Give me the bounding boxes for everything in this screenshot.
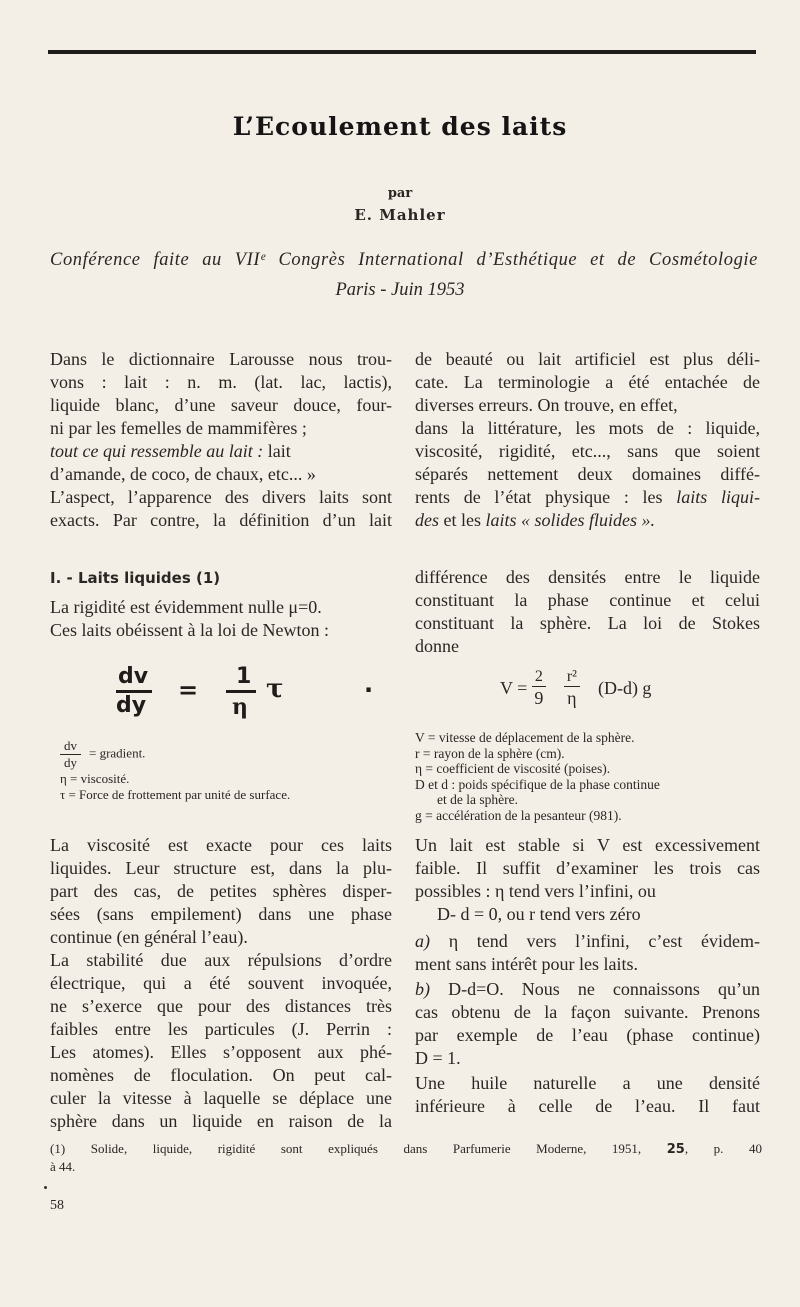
case-label: a)	[415, 931, 430, 951]
section-title: I. - Laits liquides	[50, 569, 191, 587]
text-line: liquides. Leur structure est, dans la plu-	[50, 858, 392, 878]
footnote	[50, 1140, 762, 1175]
footnote-volume: 25	[666, 1142, 685, 1157]
text-line: Les atomes). Elles s’opposent aux phé-	[50, 1042, 392, 1062]
text-line: séparés nettement deux domaines diffé-	[415, 464, 760, 484]
text-line: cate. La terminologie a été entachée de	[415, 372, 760, 392]
formula-fraction-r2-eta: $\frac{\text{r²}}{\eta}$	[564, 668, 580, 709]
eq-dy: dy	[116, 693, 147, 718]
text-line: cas obtenu de la façon suivante. Prenons	[415, 1002, 760, 1022]
italic-term: des	[415, 510, 439, 530]
right-end	[415, 1072, 760, 1118]
italic-definition: tout ce qui ressemble au lait :	[50, 441, 264, 461]
eq-one: 1	[236, 664, 252, 689]
eq-equals: =	[178, 676, 199, 704]
eq-period: .	[364, 670, 374, 698]
article-title: L’Ecoulement des laits	[232, 112, 568, 141]
text-fragment: et les	[439, 510, 486, 530]
text-line: Dans le dictionnaire Larousse nous trou-	[50, 349, 392, 369]
def-line: V = vitesse de déplacement de la sphère.	[415, 730, 635, 745]
eq-dv: dv	[118, 664, 149, 689]
text-line: faible. Il suffit d’examiner les trois cas	[415, 858, 760, 878]
def-line: η = coefficient de viscosité (poises).	[415, 761, 611, 776]
right-body	[415, 834, 760, 926]
text-line: ni par les femelles de mammifères ;	[50, 418, 307, 438]
text-line: culer la vitesse à laquelle se déplace une	[50, 1088, 392, 1108]
case-b: b) D-d=O. Nous ne connaissons qu’un cas obtenu de la façon suivante. Prenons par exemple de l’eau (phase continue) D = 1.	[415, 979, 760, 1068]
text-line: sphère dans un liquide en raison de la	[50, 1111, 392, 1131]
footnote-ref: (1)	[190, 569, 221, 587]
text-line: donne	[415, 636, 459, 656]
formula-tail: (D-d) g	[597, 678, 652, 698]
left-body	[50, 834, 392, 1133]
footnote-pages: , p. 40	[684, 1141, 763, 1156]
conference-place-date: Paris - Juin 1953	[335, 280, 465, 300]
italic-term: laits	[485, 510, 517, 530]
text-fragment: rents de l’état physique : les	[415, 487, 663, 507]
def-fraction: $\frac{dv}{dy}$	[60, 738, 81, 771]
case-a: a) η tend vers l’infini, c’est évidem- ment sans intérêt pour les laits.	[415, 931, 760, 974]
def-line: et de la sphère.	[437, 792, 518, 807]
text-line: part des cas, de petites sphères disper-	[50, 881, 392, 901]
section-heading	[50, 566, 392, 590]
def-gradient: $\frac{dv}{dy}$ = gradient.	[60, 738, 390, 771]
eq-tau: τ	[266, 674, 284, 704]
eq-eta: η	[232, 694, 248, 720]
footnote-text-cont: à 44.	[50, 1159, 76, 1174]
def-line: g = accélération de la pesanteur (981).	[415, 807, 622, 823]
text-fragment: lait	[263, 441, 291, 461]
text-line	[415, 486, 760, 509]
text-line: vons : lait : n. m. (lat. lac, lactis),	[50, 372, 392, 392]
text-line: faibles entre les particules (J. Perrin :	[50, 1019, 392, 1039]
newton-definitions	[60, 738, 390, 803]
left-intro	[50, 348, 392, 532]
footnote-text: (1) Solide, liquide, rigidité sont expliqués dans Parfumerie Moderne, 1951,	[50, 1141, 642, 1156]
eq-bar	[226, 690, 256, 693]
text-line: Ces laits obéissent à la loi de Newton :	[50, 620, 329, 640]
def-line: r = rayon de la sphère (cm).	[415, 745, 565, 761]
text-line: par exemple de l’eau (phase continue)	[415, 1025, 760, 1045]
text-line: exacts. Par contre, la définition d’un lait	[50, 510, 392, 530]
text-line: L’aspect, l’apparence des divers laits sont	[50, 487, 392, 507]
text-line: La rigidité est évidemment nulle μ=0.	[50, 597, 322, 617]
text-line: nomènes de floculation. On peut cal-	[50, 1065, 392, 1085]
text-line	[415, 509, 760, 532]
stokes-intro	[415, 566, 760, 658]
text-line: différence des densités entre le liquide	[415, 567, 760, 587]
text-line: sées (sans empilement) dans une phase	[50, 904, 392, 924]
stokes-formula	[500, 668, 651, 709]
author-name: E. Mahler	[354, 206, 446, 224]
italic-term: laits liqui-	[676, 487, 760, 507]
text-line: diverses erreurs. On trouve, en effet,	[415, 395, 678, 415]
text-line: Une huile naturelle a une densité	[415, 1073, 760, 1093]
text-line: viscosité, rigidité, etc..., sans que soient	[415, 441, 760, 461]
italic-term: « solides fluides ».	[516, 510, 656, 530]
case-label: b)	[415, 979, 430, 999]
text-line: liquide blanc, d’une saveur douce, four-	[50, 395, 392, 415]
def-line: D et d : poids spécifique de la phase continue	[415, 776, 660, 792]
right-intro	[415, 348, 760, 532]
text-line: dans la littérature, les mots de : liquide,	[415, 418, 760, 438]
text-line	[50, 440, 392, 463]
text-line: électrique, qui a été souvent invoquée,	[50, 973, 392, 993]
text-line: continue (en général l’eau).	[50, 927, 248, 947]
stokes-definitions	[415, 730, 760, 823]
text-line: La viscosité est exacte pour ces laits	[50, 835, 392, 855]
newton-intro	[50, 596, 392, 642]
speck	[44, 1186, 47, 1189]
def-eta: η = viscosité.	[60, 771, 130, 786]
text-line: D- d = 0, ou r tend vers zéro	[437, 904, 641, 924]
text-line: possibles : η tend vers l’infini, ou	[415, 881, 656, 901]
text-line: inférieure à celle de l’eau. Il faut	[415, 1096, 760, 1116]
text-line: constituant la phase continue et celui	[415, 590, 760, 610]
text-line: de beauté ou lait artificiel est plus déli-	[415, 349, 760, 369]
def-tau: τ = Force de frottement par unité de surface.	[60, 787, 291, 802]
top-rule	[48, 50, 756, 54]
text-line: D = 1.	[415, 1048, 461, 1068]
text-line: d’amande, de coco, de chaux, etc... »	[50, 464, 316, 484]
conference-line: Conférence faite au VIIᵉ Congrès International d’Esthétique et de Cosmétologie	[50, 250, 758, 270]
text-line: ne s’exerce que pour des distances très	[50, 996, 392, 1016]
text-line: Un lait est stable si V est excessivement	[415, 835, 760, 855]
text-line: constituant la sphère. La loi de Stokes	[415, 613, 760, 633]
by-label: par	[387, 186, 413, 201]
text-line: La stabilité due aux répulsions d’ordre	[50, 950, 392, 970]
text-line: ment sans intérêt pour les laits.	[415, 954, 638, 974]
page-number: 58	[50, 1198, 64, 1213]
formula-v: V =	[500, 678, 528, 698]
formula-fraction-2-9: $\frac{2}{9}$	[532, 668, 546, 709]
